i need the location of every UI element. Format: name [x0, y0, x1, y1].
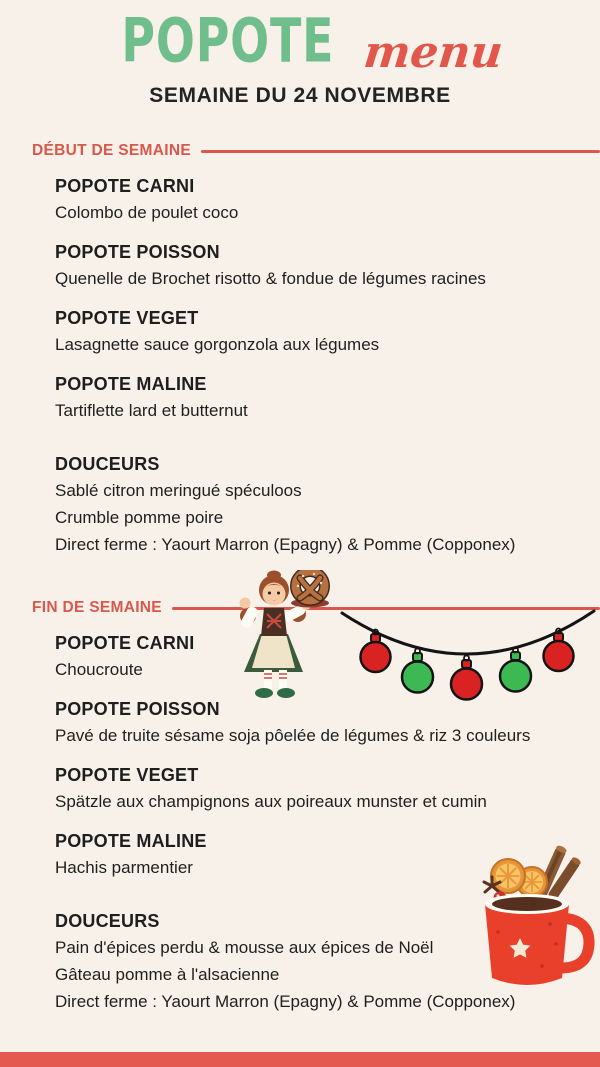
item-line: Direct ferme : Yaourt Marron (Epagny) & Pomme (Copponex): [55, 992, 516, 1011]
brand-title: POPOTE: [121, 6, 335, 77]
item-line: Gâteau pomme à l'alsacienne: [55, 965, 280, 984]
menu-item: [55, 451, 570, 558]
section-label-fin: FIN DE SEMAINE: [32, 599, 162, 616]
section-head-debut: [32, 142, 600, 160]
menu-item: [55, 371, 570, 424]
item-heading: POPOTE VEGET: [55, 308, 199, 328]
menu-script-word: menu: [360, 27, 505, 78]
item-line: Colombo de poulet coco: [55, 203, 239, 222]
item-line: Direct ferme : Yaourt Marron (Epagny) & Pomme (Copponex): [55, 535, 516, 554]
item-heading: POPOTE MALINE: [55, 831, 207, 851]
item-heading: DOUCEURS: [55, 454, 160, 474]
item-heading: POPOTE CARNI: [55, 176, 195, 196]
item-heading: POPOTE VEGET: [55, 765, 199, 785]
section-label-debut: DÉBUT DE SEMAINE: [32, 142, 191, 159]
item-heading: DOUCEURS: [55, 911, 160, 931]
week-subtitle: SEMAINE DU 24 NOVEMBRE: [149, 84, 451, 107]
item-line: Lasagnette sauce gorgonzola aux légumes: [55, 335, 380, 354]
header: [0, 0, 600, 108]
item-heading: POPOTE MALINE: [55, 374, 207, 394]
item-heading: POPOTE POISSON: [55, 242, 220, 262]
menu-item: [55, 239, 570, 292]
item-heading: POPOTE POISSON: [55, 699, 220, 719]
item-line: Crumble pomme poire: [55, 508, 224, 527]
item-line: Pavé de truite sésame soja pôelée de légumes & riz 3 couleurs: [55, 726, 531, 745]
menu-list-debut: [0, 160, 600, 558]
item-line: Tartiflette lard et butternut: [55, 401, 248, 420]
menu-item: [55, 305, 570, 358]
girl-with-pretzel-illustration: [224, 570, 340, 702]
menu-item: [55, 762, 570, 815]
mulled-wine-mug-illustration: [458, 840, 598, 1000]
menu-item: [55, 173, 570, 226]
item-line: Choucroute: [55, 660, 143, 679]
ornament-garland-illustration: [340, 594, 598, 706]
item-line: Hachis parmentier: [55, 858, 193, 877]
item-heading: POPOTE CARNI: [55, 633, 195, 653]
section-rule: [201, 150, 600, 153]
item-line: Sablé citron meringué spéculoos: [55, 481, 302, 500]
item-line: Spätzle aux champignons aux poireaux munster et cumin: [55, 792, 487, 811]
footer-accent-bar: [0, 1052, 600, 1067]
item-line: Pain d'épices perdu & mousse aux épices de Noël: [55, 938, 434, 957]
item-line: Quenelle de Brochet risotto & fondue de légumes racines: [55, 269, 486, 288]
brand-row: [0, 6, 600, 82]
